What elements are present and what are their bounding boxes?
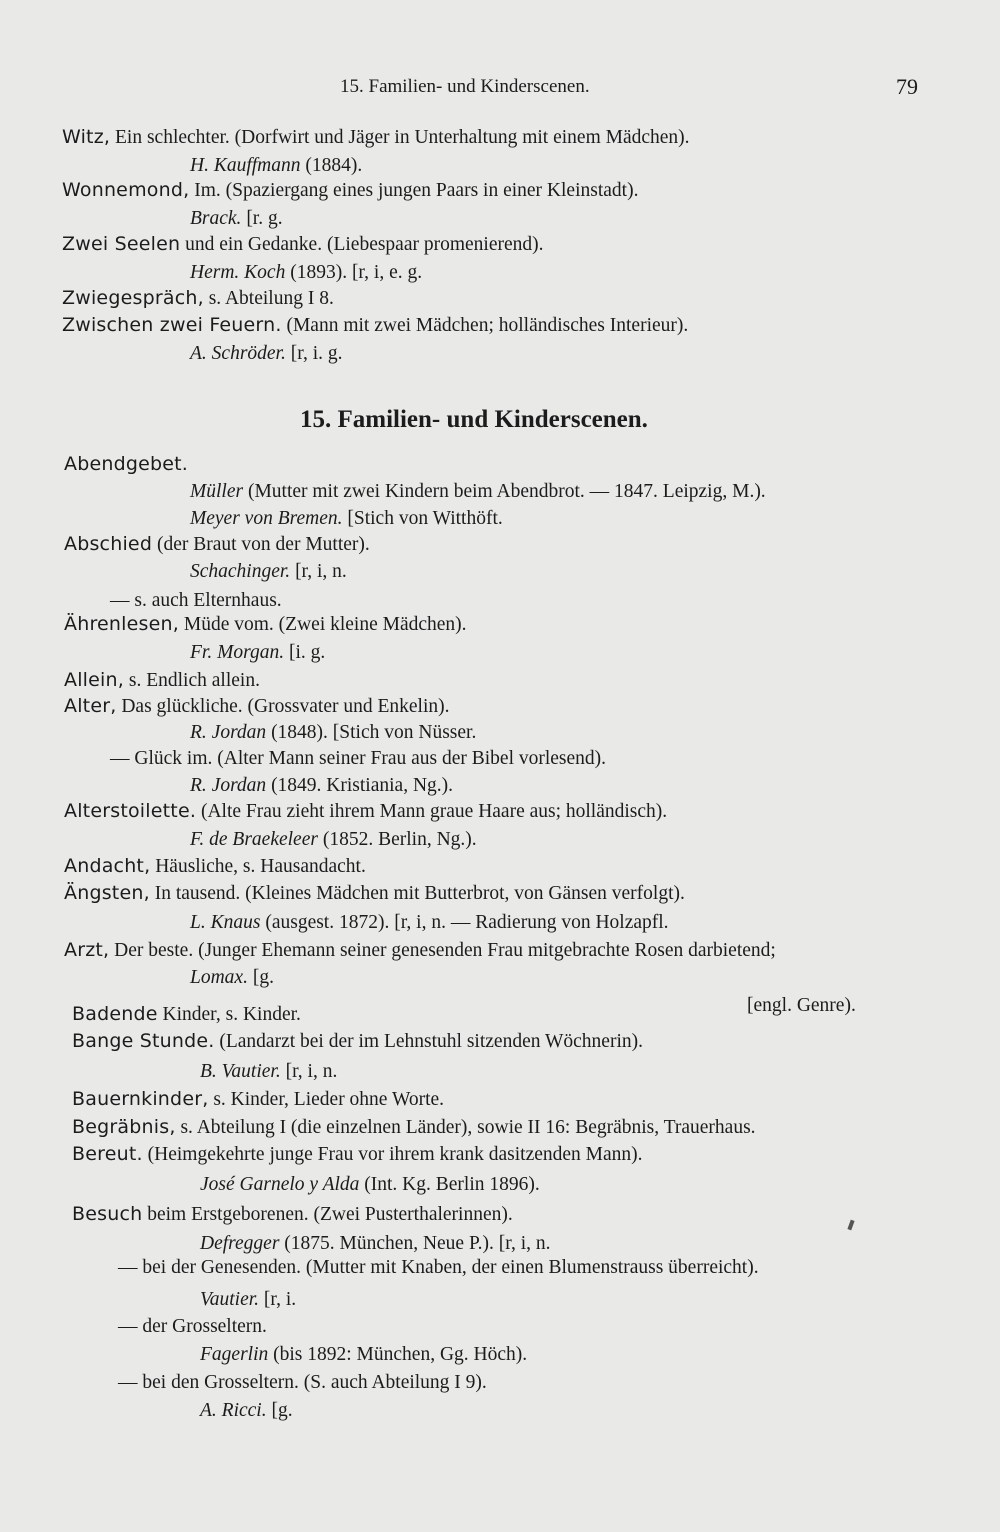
entry-text: (bis 1892: München, Gg. Höch).: [268, 1344, 528, 1365]
entry-line: [64, 455, 188, 475]
entry-artist: Müller: [190, 481, 244, 502]
entry-text: (Landarzt bei der im Lehnstuhl sitzenden Wöchnerin).: [214, 1031, 643, 1052]
entry-text: s. Kinder, Lieder ohne Worte.: [208, 1089, 445, 1110]
entry-line: [190, 968, 274, 988]
entry-headword: Bauernkinder,: [72, 1088, 209, 1110]
entry-headword: Alterstoilette.: [64, 800, 197, 822]
entry-line: [64, 884, 685, 904]
entry-headword: Arzt,: [64, 939, 110, 961]
entry-text: (1893). [r, i, e. g.: [285, 262, 423, 283]
entry-line: [190, 830, 477, 850]
entry-artist: Vautier.: [200, 1289, 260, 1310]
entry-line: [200, 1345, 527, 1365]
entry-text: — bei den Grosseltern. (S. auch Abteilung I 9).: [118, 1372, 487, 1393]
entry-headword: Alter,: [64, 695, 117, 717]
entry-text: Im. (Spaziergang eines jungen Paars in einer Kleinstadt).: [189, 180, 639, 201]
entry-text: — Glück im. (Alter Mann seiner Frau aus der Bibel vorlesend).: [110, 748, 607, 769]
entry-text: — s. auch Elternhaus.: [110, 590, 282, 611]
entry-line: [190, 643, 325, 663]
entry-line: [64, 615, 467, 635]
entry-line: [190, 263, 422, 283]
page-number: 79: [896, 74, 918, 99]
entry-line: [190, 156, 362, 176]
entry-text: (Heimgekehrte junge Frau vor ihrem krank dasitzenden Mann).: [142, 1144, 643, 1165]
entry-headword: Allein,: [64, 669, 125, 691]
entry-text: Das glückliche. (Grossvater und Enkelin).: [116, 696, 450, 717]
entry-artist: Brack.: [190, 208, 242, 229]
entry-text: (Int. Kg. Berlin 1896).: [359, 1174, 540, 1195]
entry-text: (1848). [Stich von Nüsser.: [266, 722, 477, 743]
entry-line: [72, 1032, 643, 1052]
entry-artist: José Garnelo y Alda: [200, 1174, 360, 1195]
entry-artist: B. Vautier.: [200, 1061, 281, 1082]
entry-headword: Ängsten,: [64, 882, 150, 904]
entry-text: (1884).: [300, 155, 363, 176]
entry-line: [118, 1258, 759, 1278]
entry-artist: Fr. Morgan.: [190, 642, 285, 663]
arzt-note: [engl. Genre).: [747, 995, 856, 1016]
entry-line: [72, 1090, 444, 1110]
entry-text: beim Erstgeborenen. (Zwei Pusterthalerinnen).: [142, 1204, 513, 1225]
entry-artist: Meyer von Bremen.: [190, 508, 343, 529]
entry-line: [64, 857, 366, 877]
entry-headword: Bange Stunde.: [72, 1030, 215, 1052]
entry-text: [r, i, n.: [280, 1061, 338, 1082]
entry-line: [190, 482, 766, 502]
entry-text: [r, i, n.: [290, 561, 347, 582]
entry-headword: Badende: [72, 1003, 158, 1025]
entry-text: [g.: [247, 967, 274, 988]
entry-artist: F. de Braekeleer: [190, 829, 318, 850]
entry-artist: Herm. Koch: [190, 262, 286, 283]
section-heading: 15. Familien- und Kinderscenen.: [300, 406, 648, 433]
entry-line: [72, 1005, 301, 1025]
entry-line: [118, 1373, 487, 1393]
entry-line: [190, 562, 347, 582]
entry-text: Der beste. (Junger Ehemann seiner genesenden Frau mitgebrachte Rosen darbietend;: [109, 940, 776, 961]
entry-headword: Witz,: [62, 126, 111, 148]
entry-line: [72, 1118, 756, 1138]
entry-text: — bei der Genesenden. (Mutter mit Knaben, der einen Blumenstrauss überreicht).: [118, 1257, 759, 1278]
entry-text: [Stich von Witthöft.: [342, 508, 503, 529]
entry-text: (1875. München, Neue P.). [r, i, n.: [279, 1233, 551, 1254]
entry-headword: Andacht,: [64, 855, 151, 877]
entry-artist: A. Ricci.: [200, 1400, 267, 1421]
entry-line: [190, 344, 343, 364]
entry-line: [72, 1145, 643, 1165]
entry-text: (der Braut von der Mutter).: [152, 534, 370, 555]
running-header: 15. Familien- und Kinderscenen.: [340, 76, 590, 97]
entry-line: [110, 749, 606, 769]
entry-text: [r, i.: [259, 1289, 297, 1310]
entry-line: [64, 535, 370, 555]
entry-line: [64, 671, 260, 691]
entry-text: (Alte Frau zieht ihrem Mann graue Haare aus; holländisch).: [196, 801, 668, 822]
entry-line: [118, 1317, 267, 1337]
entry-headword: Besuch: [72, 1203, 143, 1225]
entry-line: [190, 913, 669, 933]
entry-artist: A. Schröder.: [190, 343, 286, 364]
entry-line: [64, 941, 776, 961]
entry-text: (1852. Berlin, Ng.).: [317, 829, 477, 850]
entry-text: Müde vom. (Zwei kleine Mädchen).: [179, 614, 467, 635]
entry-headword: Begräbnis,: [72, 1116, 176, 1138]
entry-line: [62, 289, 334, 309]
entry-headword: Abendgebet.: [64, 453, 189, 475]
entry-artist: Defregger: [200, 1233, 280, 1254]
entry-headword: Ährenlesen,: [64, 613, 180, 635]
entry-text: [g.: [266, 1400, 293, 1421]
entry-line: [190, 723, 476, 743]
entry-headword: Wonnemond,: [62, 179, 190, 201]
entry-text: (ausgest. 1872). [r, i, n. — Radierung von Holzapfl.: [260, 912, 669, 933]
entry-text: s. Abteilung I 8.: [203, 288, 334, 309]
entry-artist: Schachinger.: [190, 561, 291, 582]
entry-text: (Mann mit zwei Mädchen; holländisches Interieur).: [281, 315, 689, 336]
entry-headword: Bereut.: [72, 1143, 143, 1165]
entry-artist: Lomax.: [190, 967, 248, 988]
entry-text: s. Abteilung I (die einzelnen Länder), sowie II 16: Begräbnis, Trauerhaus.: [175, 1117, 756, 1138]
entry-line: [200, 1175, 540, 1195]
entry-line: [200, 1290, 296, 1310]
entry-line: [62, 316, 688, 336]
entry-headword: Abschied: [64, 533, 153, 555]
entry-line: [62, 181, 638, 201]
entry-text: (Mutter mit zwei Kindern beim Abendbrot. — 1847. Leipzig, M.).: [243, 481, 766, 502]
entry-text: Kinder, s. Kinder.: [157, 1004, 301, 1025]
entry-text: s. Endlich allein.: [124, 670, 260, 691]
ink-mark: [847, 1220, 854, 1231]
entry-line: [190, 509, 503, 529]
entry-text: [r. g.: [241, 208, 283, 229]
entry-text: [i. g.: [284, 642, 326, 663]
entry-artist: Fagerlin: [200, 1344, 269, 1365]
entry-headword: Zwei Seelen: [62, 233, 181, 255]
entry-line: [200, 1234, 551, 1254]
entry-artist: R. Jordan: [190, 775, 267, 796]
entry-line: [190, 776, 453, 796]
entry-text: — der Grosseltern.: [118, 1316, 267, 1337]
entry-text: Häusliche, s. Hausandacht.: [150, 856, 366, 877]
entry-line: [200, 1062, 337, 1082]
entry-text: Ein schlechter. (Dorfwirt und Jäger in Unterhaltung mit einem Mädchen).: [110, 127, 690, 148]
entry-artist: R. Jordan: [190, 722, 267, 743]
entry-headword: Zwiegespräch,: [62, 287, 204, 309]
entry-text: (1849. Kristiania, Ng.).: [266, 775, 454, 796]
entry-artist: H. Kauffmann: [190, 155, 301, 176]
entry-headword: Zwischen zwei Feuern.: [62, 314, 282, 336]
entry-artist: L. Knaus: [190, 912, 261, 933]
entry-line: [200, 1401, 293, 1421]
entry-text: und ein Gedanke. (Liebespaar promenierend).: [180, 234, 544, 255]
entry-line: [110, 591, 282, 611]
entry-line: [72, 1205, 513, 1225]
entry-line: [62, 128, 690, 148]
entry-line: [64, 697, 450, 717]
entry-line: [64, 802, 667, 822]
entry-line: [190, 209, 283, 229]
entry-line: [62, 235, 544, 255]
entry-text: [r, i. g.: [285, 343, 343, 364]
entry-text: In tausend. (Kleines Mädchen mit Butterbrot, von Gänsen verfolgt).: [149, 883, 685, 904]
